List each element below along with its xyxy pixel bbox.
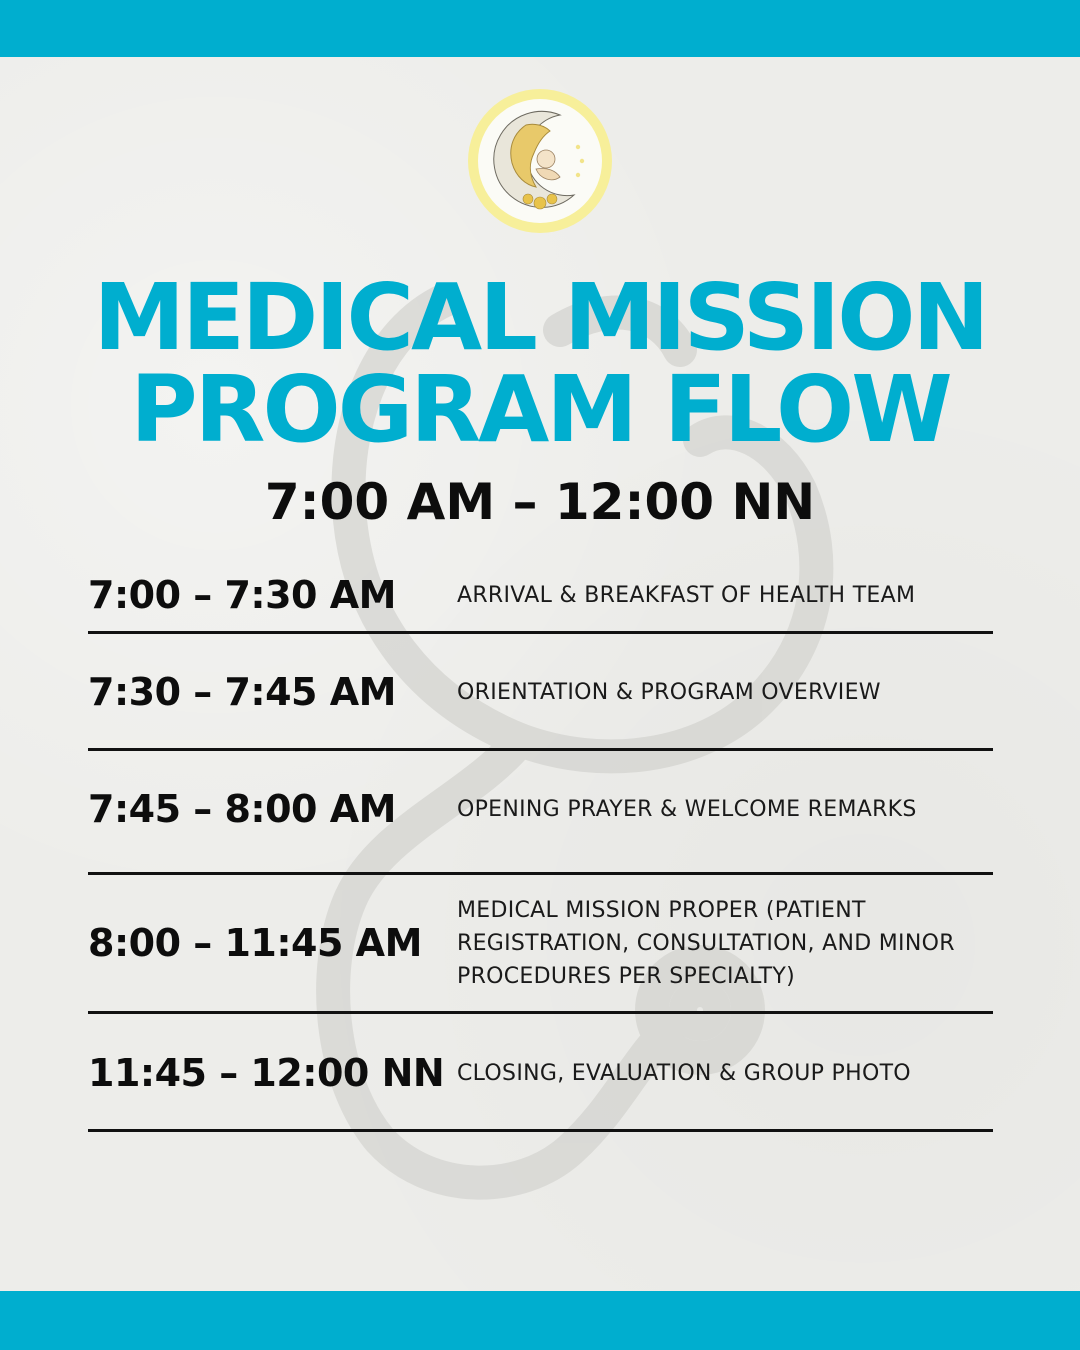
- schedule-activity: CLOSING, EVALUATION & GROUP PHOTO: [457, 1060, 911, 1086]
- schedule-row: [88, 780, 993, 838]
- program-time-range: 7:00 AM – 12:00 NN: [264, 473, 816, 531]
- schedule-time: 11:45 – 12:00 NN: [88, 1051, 445, 1095]
- schedule-time: 7:00 – 7:30 AM: [88, 573, 396, 617]
- schedule-divider: [88, 872, 993, 875]
- schedule-activity: MEDICAL MISSION PROPER (PATIENT REGISTRATION, CONSULTATION, AND MINOR PROCEDURES PER SPECIALTY): [457, 897, 955, 989]
- schedule-divider: [88, 1011, 993, 1014]
- schedule-row: [88, 1043, 993, 1103]
- schedule-time: 8:00 – 11:45 AM: [88, 921, 422, 965]
- mother-and-child-moon-logo-icon: [464, 85, 616, 237]
- bottom-accent-band: [0, 1291, 1080, 1350]
- schedule-divider: [88, 1129, 993, 1132]
- schedule-activity: OPENING PRAYER & WELCOME REMARKS: [457, 796, 917, 822]
- title-line-2: PROGRAM FLOW: [130, 356, 950, 463]
- schedule-activity: ORIENTATION & PROGRAM OVERVIEW: [457, 679, 881, 705]
- schedule-divider: [88, 631, 993, 634]
- schedule-time: 7:45 – 8:00 AM: [88, 787, 396, 831]
- schedule-divider: [88, 748, 993, 751]
- schedule-row: [88, 566, 993, 624]
- schedule-row: [88, 890, 993, 996]
- schedule-time: 7:30 – 7:45 AM: [88, 670, 396, 714]
- schedule-activity: ARRIVAL & BREAKFAST OF HEALTH TEAM: [457, 582, 916, 608]
- schedule-row: [88, 662, 993, 722]
- title-line-1: MEDICAL MISSION: [93, 264, 987, 371]
